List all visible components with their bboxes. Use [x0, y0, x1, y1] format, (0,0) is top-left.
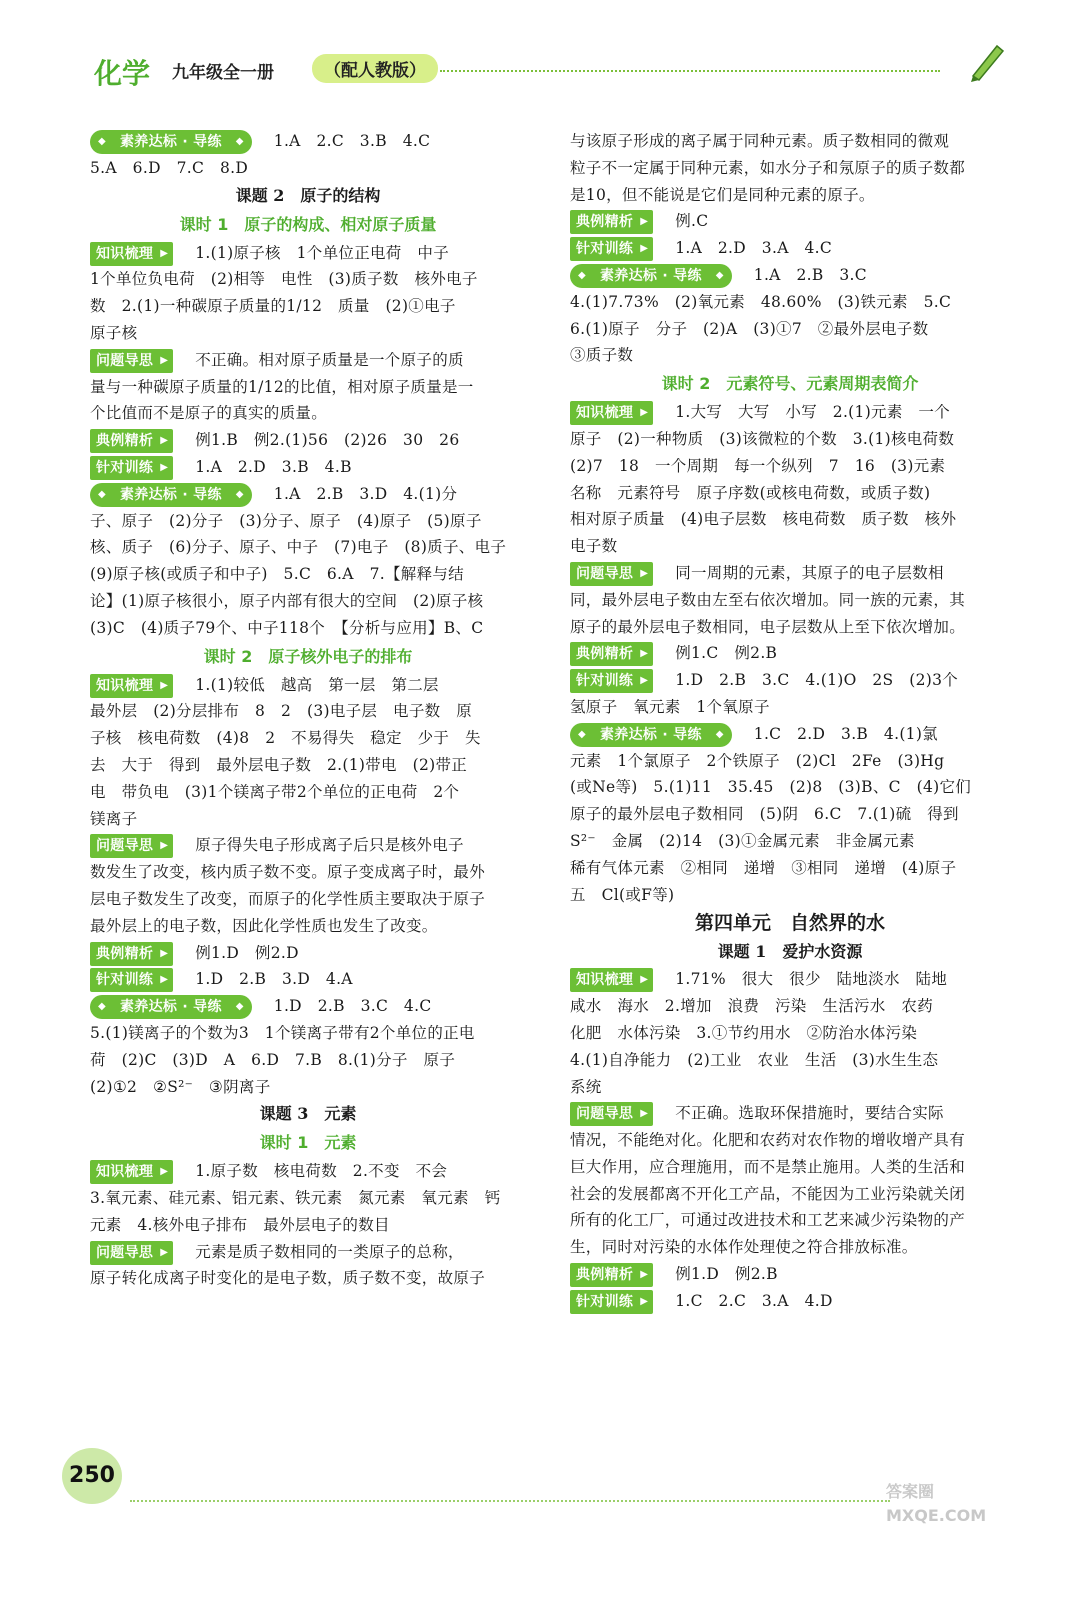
- answer-line: [90, 725, 526, 752]
- line-text: 所有的化工厂，可通过改进技术和工艺来减少污染物的产: [570, 1211, 966, 1230]
- line-text: 核、质子 (6)分子、原子、中子 (7)电子 (8)质子、电子: [90, 538, 507, 557]
- line-text: 第四单元 自然界的水: [694, 912, 885, 935]
- line-text: (3)C (4)质子79个、中子118个 【分析与应用】B、C: [90, 618, 484, 637]
- period-heading: [90, 642, 526, 672]
- line-text: 课时 2 原子核外电子的排布: [203, 646, 413, 666]
- line-text: 课题 3 元素: [259, 1104, 357, 1124]
- line-text: 化肥 水体污染 3.①节约用水 ②防治水体污染: [570, 1023, 918, 1042]
- line-text: 1.A 2.D 3.A 4.C: [675, 239, 833, 258]
- line-text: 原子 (2)一种物质 (3)该微粒的个数 3.(1)核电荷数: [570, 429, 955, 448]
- line-text: 原子转化成离子时变化的是电子数，质子数不变，故原子: [90, 1269, 486, 1288]
- answer-line: [90, 1265, 526, 1292]
- line-text: 课时 2 元素符号、元素周期表简介: [661, 374, 919, 394]
- line-text: 例1.D 例2.B: [675, 1265, 778, 1284]
- answer-line: [570, 966, 1010, 993]
- line-text: 课时 1 原子的构成、相对原子质量: [179, 214, 437, 234]
- answer-line: [570, 694, 1010, 721]
- line-text: 生，同时对污染的水体作处理使之符合排放标准。: [570, 1238, 918, 1257]
- answer-line: [570, 182, 1010, 209]
- line-text: 元素 1个氯原子 2个铁原子 (2)Cl 2Fe (3)Hg: [570, 751, 945, 770]
- line-text: 电 带负电 (3)1个镁离子带2个单位的正电荷 2个: [90, 782, 460, 801]
- answer-line: [90, 886, 526, 913]
- line-text: 荷 (2)C (3)D A 6.D 7.B 8.(1)分子 原子: [90, 1050, 456, 1069]
- line-text: 元素是质子数相同的一类原子的总称，: [195, 1242, 464, 1261]
- line-text: 是10，但不能说是它们是同种元素的原子。: [570, 185, 875, 204]
- line-text: 5.A 6.D 7.C 8.D: [90, 158, 249, 177]
- answer-line: [90, 698, 526, 725]
- line-text: 课时 1 元素: [259, 1133, 357, 1153]
- line-text: 元素 4.核外电子排布 最外层电子的数目: [90, 1215, 390, 1234]
- answer-line: [570, 560, 1010, 587]
- section-tag: ◆ 素养达标 · 导练 ◆: [90, 130, 252, 154]
- answer-line: [90, 913, 526, 940]
- answer-line: [90, 1239, 526, 1266]
- line-text: 氢原子 氧元素 1个氧原子: [570, 697, 770, 716]
- line-text: 1.D 2.B 3.C 4.(1)O 2S (2)3个: [675, 671, 959, 690]
- line-text: 电子数: [570, 537, 618, 556]
- answer-line: [570, 128, 1010, 155]
- line-text: 例1.B 例2.(1)56 (2)26 30 26: [195, 431, 460, 450]
- line-text: 镁离子: [90, 809, 138, 828]
- period-heading: [90, 210, 526, 240]
- answer-line: [570, 506, 1010, 533]
- section-tag: 典例精析 ▶: [90, 942, 173, 966]
- unit-heading: [570, 908, 1010, 938]
- period-heading: [90, 1128, 526, 1158]
- answer-line: [90, 859, 526, 886]
- answer-line: [570, 667, 1010, 694]
- line-text: 4.(1)7.73% (2)氧元素 48.60% (3)铁元素 5.C: [570, 292, 952, 311]
- line-text: 原子的最外层电子数相同，电子层数从上至下依次增加。: [570, 617, 966, 636]
- section-tag: 针对训练 ▶: [90, 968, 173, 992]
- section-tag: 典例精析 ▶: [570, 642, 653, 666]
- answer-line: [90, 1185, 526, 1212]
- answer-line: [90, 128, 526, 155]
- section-tag: ◆ 素养达标 · 导练 ◆: [90, 995, 252, 1019]
- right-column: [570, 128, 1010, 1315]
- pen-icon: [965, 38, 1011, 84]
- line-text: 1.C 2.D 3.B 4.(1)氯: [753, 724, 938, 743]
- watermark-url: MXQE.COM: [886, 1506, 987, 1525]
- section-tag: 典例精析 ▶: [570, 210, 653, 234]
- section-tag: ◆ 素养达标 · 导练 ◆: [570, 264, 732, 288]
- line-text: 1.大写 大写 小写 2.(1)元素 一个: [675, 403, 951, 422]
- line-text: S²⁻ 金属 (2)14 (3)①金属元素 非金属元素: [570, 831, 915, 850]
- answer-line: [90, 832, 526, 859]
- line-text: 同，最外层电子数由左至右依次增加。同一族的元素，其: [570, 590, 966, 609]
- section-tag: 针对训练 ▶: [90, 456, 173, 480]
- line-text: 1.A 2.B 3.C: [753, 265, 867, 284]
- answer-line: [90, 454, 526, 481]
- answer-line: [570, 721, 1010, 748]
- line-text: 同一周期的元素，其原子的电子层数相: [675, 563, 944, 582]
- line-text: 稀有气体元素 ②相同 递增 ③相同 递增 (4)原子: [570, 858, 957, 877]
- answer-line: [90, 508, 526, 535]
- line-text: 数 2.(1)一种碳原子质量的1/12 质量 (2)①电子: [90, 297, 456, 316]
- line-text: 例.C: [675, 212, 709, 231]
- line-text: 最外层 (2)分层排布 8 2 (3)电子层 电子数 原: [90, 702, 473, 721]
- answer-line: [570, 1127, 1010, 1154]
- lesson-heading: [570, 938, 1010, 966]
- answer-line: [570, 533, 1010, 560]
- section-tag: 针对训练 ▶: [570, 237, 653, 261]
- line-text: 咸水 海水 2.增加 浪费 污染 生活污水 农药: [570, 997, 933, 1016]
- answer-line: [90, 561, 526, 588]
- line-text: 子、原子 (2)分子 (3)分子、原子 (4)原子 (5)原子: [90, 511, 482, 530]
- answer-line: [570, 1047, 1010, 1074]
- section-tag: 典例精析 ▶: [570, 1263, 653, 1287]
- answer-line: [90, 534, 526, 561]
- line-text: (或Ne等) 5.(1)11 35.45 (2)8 (3)B、C (4)它们: [570, 778, 972, 797]
- answer-line: [570, 614, 1010, 641]
- answer-line: [570, 1181, 1010, 1208]
- line-text: 原子核: [90, 323, 138, 342]
- line-text: 4.(1)自净能力 (2)工业 农业 生活 (3)水生生态: [570, 1050, 939, 1069]
- answer-line: [570, 1020, 1010, 1047]
- answer-line: [570, 155, 1010, 182]
- line-text: 1.D 2.B 3.D 4.A: [195, 970, 353, 989]
- answer-line: [90, 320, 526, 347]
- answer-line: [570, 1074, 1010, 1101]
- answer-line: [570, 426, 1010, 453]
- line-text: 6.(1)原子 分子 (2)A (3)①7 ②最外层电子数: [570, 319, 929, 338]
- line-text: 不正确。相对原子质量是一个原子的质: [195, 350, 464, 369]
- line-text: 1个单位负电荷 (2)相等 电性 (3)质子数 核外电子: [90, 270, 478, 289]
- period-heading: [570, 369, 1010, 399]
- line-text: 例1.D 例2.D: [195, 943, 299, 962]
- answer-line: [570, 855, 1010, 882]
- lesson-heading: [90, 1100, 526, 1128]
- section-tag: 问题导思 ▶: [90, 834, 173, 858]
- answer-line: [90, 427, 526, 454]
- answer-line: [90, 1020, 526, 1047]
- line-text: 课题 1 爱护水资源: [717, 942, 863, 962]
- page-number: 250: [62, 1448, 122, 1504]
- answer-line: [90, 615, 526, 642]
- answer-line: [570, 208, 1010, 235]
- subject-title: 化学: [94, 57, 151, 90]
- line-text: 系统: [570, 1077, 602, 1096]
- line-text: 量与一种碳原子质量的1/12的比值，相对原子质量是一: [90, 377, 474, 396]
- line-text: (9)原子核(或质子和中子) 5.C 6.A 7.【解释与结: [90, 565, 464, 584]
- answer-line: [90, 240, 526, 267]
- answer-line: [570, 640, 1010, 667]
- line-text: 1.C 2.C 3.A 4.D: [675, 1291, 833, 1310]
- line-text: 5.(1)镁离子的个数为3 1个镁离子带有2个单位的正电: [90, 1023, 475, 1042]
- line-text: 1.A 2.B 3.D 4.(1)分: [273, 484, 458, 503]
- section-tag: 问题导思 ▶: [570, 1102, 653, 1126]
- footer-divider: [130, 1500, 890, 1502]
- line-text: 子核 核电荷数 (4)8 2 不易得失 稳定 少于 失: [90, 729, 481, 748]
- section-tag: 典例精析 ▶: [90, 429, 173, 453]
- answer-line: [90, 940, 526, 967]
- answer-line: [90, 1158, 526, 1185]
- answer-line: [90, 155, 526, 182]
- section-tag: 问题导思 ▶: [90, 1241, 173, 1265]
- section-tag: 问题导思 ▶: [570, 562, 653, 586]
- section-tag: 知识梳理 ▶: [90, 242, 173, 266]
- line-text: 1.原子数 核电荷数 2.不变 不会: [195, 1162, 448, 1181]
- answer-line: [90, 347, 526, 374]
- section-tag: 知识梳理 ▶: [570, 968, 653, 992]
- answer-line: [570, 289, 1010, 316]
- answer-line: [570, 399, 1010, 426]
- answer-line: [90, 374, 526, 401]
- line-text: (2)①2 ②S²⁻ ③阴离子: [90, 1077, 271, 1096]
- line-text: 最外层上的电子数，因此化学性质也发生了改变。: [90, 916, 438, 935]
- line-text: 1.(1)原子核 1个单位正电荷 中子: [195, 243, 450, 262]
- section-tag: ◆ 素养达标 · 导练 ◆: [90, 483, 252, 507]
- line-text: 例1.C 例2.B: [675, 644, 778, 663]
- answer-line: [570, 1234, 1010, 1261]
- answer-line: [90, 293, 526, 320]
- section-tag: 知识梳理 ▶: [90, 674, 173, 698]
- section-tag: ◆ 素养达标 · 导练 ◆: [570, 723, 732, 747]
- answer-line: [570, 882, 1010, 909]
- answer-line: [90, 400, 526, 427]
- line-text: 层电子数发生了改变，而原子的化学性质主要取决于原子: [90, 889, 486, 908]
- line-text: ③质子数: [570, 346, 634, 365]
- line-text: 去 大于 得到 最外层电子数 2.(1)带电 (2)带正: [90, 755, 468, 774]
- answer-line: [90, 806, 526, 833]
- answer-line: [90, 266, 526, 293]
- line-text: (2)7 18 一个周期 每一个纵列 7 16 (3)元素: [570, 456, 946, 475]
- line-text: 与该原子形成的离子属于同种元素。质子数相同的微观: [570, 132, 950, 150]
- answer-line: [570, 342, 1010, 369]
- answer-line: [90, 779, 526, 806]
- line-text: 原子的最外层电子数相同 (5)阴 6.C 7.(1)硫 得到: [570, 805, 959, 824]
- answer-line: [90, 1047, 526, 1074]
- line-text: 1.D 2.B 3.C 4.C: [273, 997, 432, 1016]
- section-tag: 问题导思 ▶: [90, 349, 173, 373]
- header-divider: [440, 70, 940, 72]
- answer-line: [90, 672, 526, 699]
- line-text: 1.A 2.C 3.B 4.C: [273, 132, 431, 150]
- answer-line: [570, 1261, 1010, 1288]
- answer-line: [570, 587, 1010, 614]
- line-text: 课题 2 原子的结构: [235, 185, 381, 205]
- line-text: 个比值而不是原子的真实的质量。: [90, 404, 328, 423]
- section-tag: 针对训练 ▶: [570, 1290, 653, 1314]
- answer-line: [90, 1212, 526, 1239]
- answer-line: [570, 316, 1010, 343]
- line-text: 1.(1)较低 越高 第一层 第二层: [195, 675, 439, 694]
- answer-line: [570, 993, 1010, 1020]
- line-text: 3.氧元素、硅元素、铝元素、铁元素 氮元素 氧元素 钙: [90, 1189, 501, 1208]
- section-tag: 针对训练 ▶: [570, 669, 653, 693]
- page-header: [0, 0, 1078, 110]
- left-column: [90, 128, 526, 1292]
- answer-line: [90, 993, 526, 1020]
- line-text: 巨大作用，应合理施用，而不是禁止施用。人类的生活和: [570, 1157, 966, 1176]
- line-text: 数发生了改变，核内质子数不变。原子变成离子时，最外: [90, 863, 486, 882]
- answer-line: [90, 1074, 526, 1101]
- answer-line: [570, 1100, 1010, 1127]
- line-text: 论】(1)原子核很小，原子内部有很大的空间 (2)原子核: [90, 591, 484, 610]
- lesson-heading: [90, 182, 526, 210]
- line-text: 社会的发展都离不开化工产品，不能因为工业污染就关闭: [570, 1184, 966, 1203]
- grade-label: 九年级全一册: [172, 63, 274, 83]
- answer-line: [570, 748, 1010, 775]
- answer-line: [570, 453, 1010, 480]
- answer-line: [570, 480, 1010, 507]
- answer-line: [570, 1207, 1010, 1234]
- answer-line: [570, 1154, 1010, 1181]
- section-tag: 知识梳理 ▶: [90, 1160, 173, 1184]
- edition-badge: （配人教版）: [312, 54, 438, 83]
- line-text: 名称 元素符号 原子序数(或核电荷数，或质子数): [570, 483, 931, 502]
- line-text: 1.71% 很大 很少 陆地淡水 陆地: [675, 970, 948, 989]
- section-tag: 知识梳理 ▶: [570, 401, 653, 425]
- watermark-text: 答案圈: [886, 1482, 935, 1501]
- answer-line: [90, 588, 526, 615]
- line-text: 1.A 2.D 3.B 4.B: [195, 457, 352, 476]
- answer-line: [570, 801, 1010, 828]
- line-text: 五 Cl(或F等): [570, 885, 675, 904]
- answer-line: [570, 235, 1010, 262]
- answer-line: [570, 1288, 1010, 1315]
- watermark: [886, 1480, 986, 1528]
- line-text: 相对原子质量 (4)电子层数 核电荷数 质子数 核外: [570, 510, 957, 529]
- line-text: 原子得失电子形成离子后只是核外电子: [195, 836, 464, 855]
- line-text: 粒子不一定属于同种元素，如水分子和氖原子的质子数都: [570, 158, 966, 177]
- line-text: 不正确。选取环保措施时，要结合实际: [675, 1104, 944, 1123]
- answer-line: [570, 262, 1010, 289]
- answer-line: [90, 966, 526, 993]
- answer-line: [570, 828, 1010, 855]
- line-text: 情况，不能绝对化。化肥和农药对农作物的增收增产具有: [570, 1131, 966, 1150]
- answer-line: [90, 481, 526, 508]
- answer-line: [570, 774, 1010, 801]
- answer-line: [90, 752, 526, 779]
